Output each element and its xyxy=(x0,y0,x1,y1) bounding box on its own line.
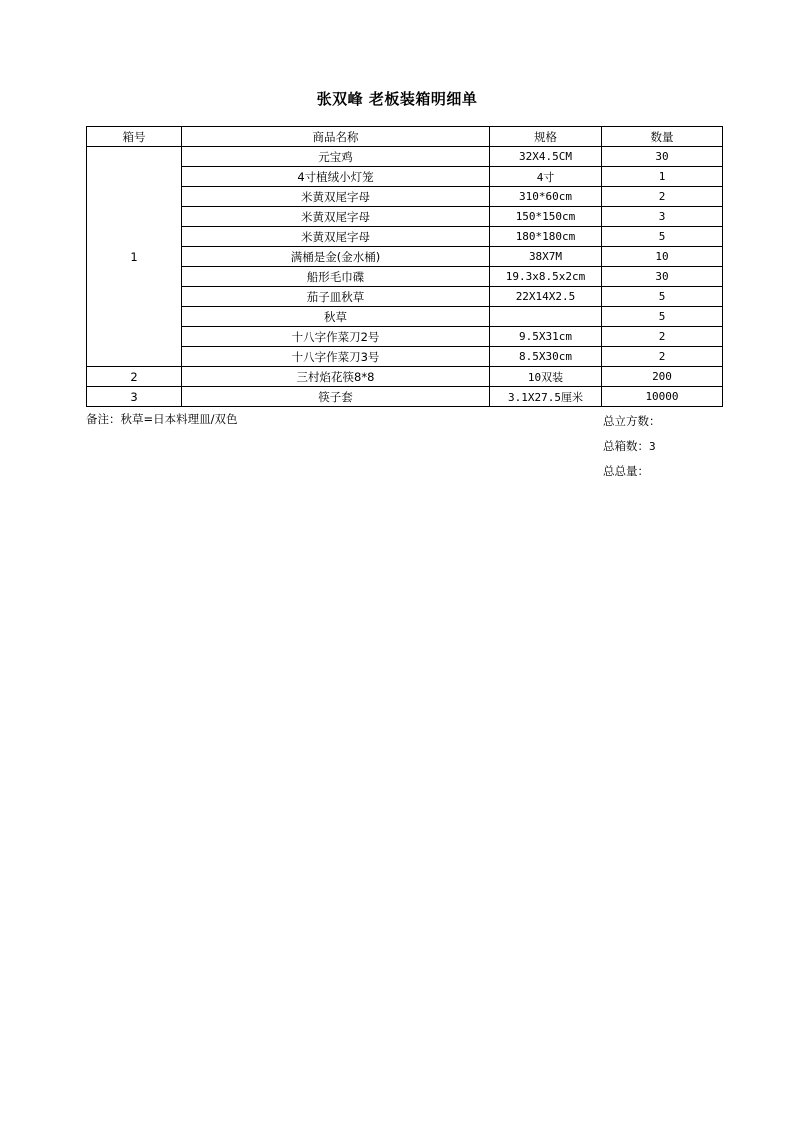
spec-cell: 9.5X31cm xyxy=(490,327,602,347)
header-product-name: 商品名称 xyxy=(182,127,490,147)
qty-cell: 200 xyxy=(602,367,723,387)
product-name-cell: 米黄双尾字母 xyxy=(182,207,490,227)
total-weight-label: 总总量： xyxy=(603,464,649,478)
table-row xyxy=(87,367,723,387)
qty-cell: 3 xyxy=(602,207,723,227)
packing-list-table xyxy=(86,126,723,407)
product-name-cell: 茄子皿秋草 xyxy=(182,287,490,307)
total-cubic-label: 总立方数： xyxy=(603,414,661,428)
product-name-cell: 筷子套 xyxy=(182,387,490,407)
qty-cell: 2 xyxy=(602,347,723,367)
table-row xyxy=(87,247,723,267)
spec-cell: 4寸 xyxy=(490,167,602,187)
header-qty: 数量 xyxy=(602,127,723,147)
qty-cell: 10000 xyxy=(602,387,723,407)
product-name-cell: 满桶是金(金水桶) xyxy=(182,247,490,267)
qty-cell: 5 xyxy=(602,227,723,247)
table-row xyxy=(87,147,723,167)
spec-cell xyxy=(490,307,602,327)
product-name-cell: 米黄双尾字母 xyxy=(182,187,490,207)
total-boxes-value: 3 xyxy=(649,440,656,453)
remark-note: 备注：秋草=日本料理皿/双色 xyxy=(86,412,238,426)
spec-cell: 19.3x8.5x2cm xyxy=(490,267,602,287)
totals-block xyxy=(603,409,661,484)
total-weight-line xyxy=(603,459,661,484)
page-title: 张双峰 老板装箱明细单 xyxy=(316,90,478,108)
table-row xyxy=(87,267,723,287)
product-name-cell: 元宝鸡 xyxy=(182,147,490,167)
table-row xyxy=(87,287,723,307)
header-box-no: 箱号 xyxy=(87,127,182,147)
qty-cell: 1 xyxy=(602,167,723,187)
table-row xyxy=(87,227,723,247)
total-boxes-line xyxy=(603,434,661,459)
spec-cell: 10双装 xyxy=(490,367,602,387)
spec-cell: 3.1X27.5厘米 xyxy=(490,387,602,407)
spec-cell: 8.5X30cm xyxy=(490,347,602,367)
qty-cell: 30 xyxy=(602,147,723,167)
qty-cell: 2 xyxy=(602,187,723,207)
qty-cell: 10 xyxy=(602,247,723,267)
qty-cell: 5 xyxy=(602,307,723,327)
box-number-cell: 2 xyxy=(87,367,182,387)
spec-cell: 38X7M xyxy=(490,247,602,267)
table-row xyxy=(87,207,723,227)
header-spec: 规格 xyxy=(490,127,602,147)
table-row xyxy=(87,187,723,207)
spec-cell: 180*180cm xyxy=(490,227,602,247)
product-name-cell: 4寸植绒小灯笼 xyxy=(182,167,490,187)
table-row xyxy=(87,327,723,347)
product-name-cell: 米黄双尾字母 xyxy=(182,227,490,247)
product-name-cell: 船形毛巾碟 xyxy=(182,267,490,287)
product-name-cell: 十八字作菜刀3号 xyxy=(182,347,490,367)
product-name-cell: 十八字作菜刀2号 xyxy=(182,327,490,347)
spec-cell: 310*60cm xyxy=(490,187,602,207)
total-cubic-line xyxy=(603,409,661,434)
total-boxes-label: 总箱数： xyxy=(603,439,649,453)
qty-cell: 5 xyxy=(602,287,723,307)
table-row xyxy=(87,387,723,407)
spec-cell: 22X14X2.5 xyxy=(490,287,602,307)
qty-cell: 2 xyxy=(602,327,723,347)
table-header-row xyxy=(87,127,723,147)
table-row xyxy=(87,347,723,367)
spec-cell: 150*150cm xyxy=(490,207,602,227)
table-row xyxy=(87,307,723,327)
table-row xyxy=(87,167,723,187)
spec-cell: 32X4.5CM xyxy=(490,147,602,167)
box-number-cell: 1 xyxy=(87,147,182,367)
box-number-cell: 3 xyxy=(87,387,182,407)
product-name-cell: 三村焰花筷8*8 xyxy=(182,367,490,387)
product-name-cell: 秋草 xyxy=(182,307,490,327)
qty-cell: 30 xyxy=(602,267,723,287)
